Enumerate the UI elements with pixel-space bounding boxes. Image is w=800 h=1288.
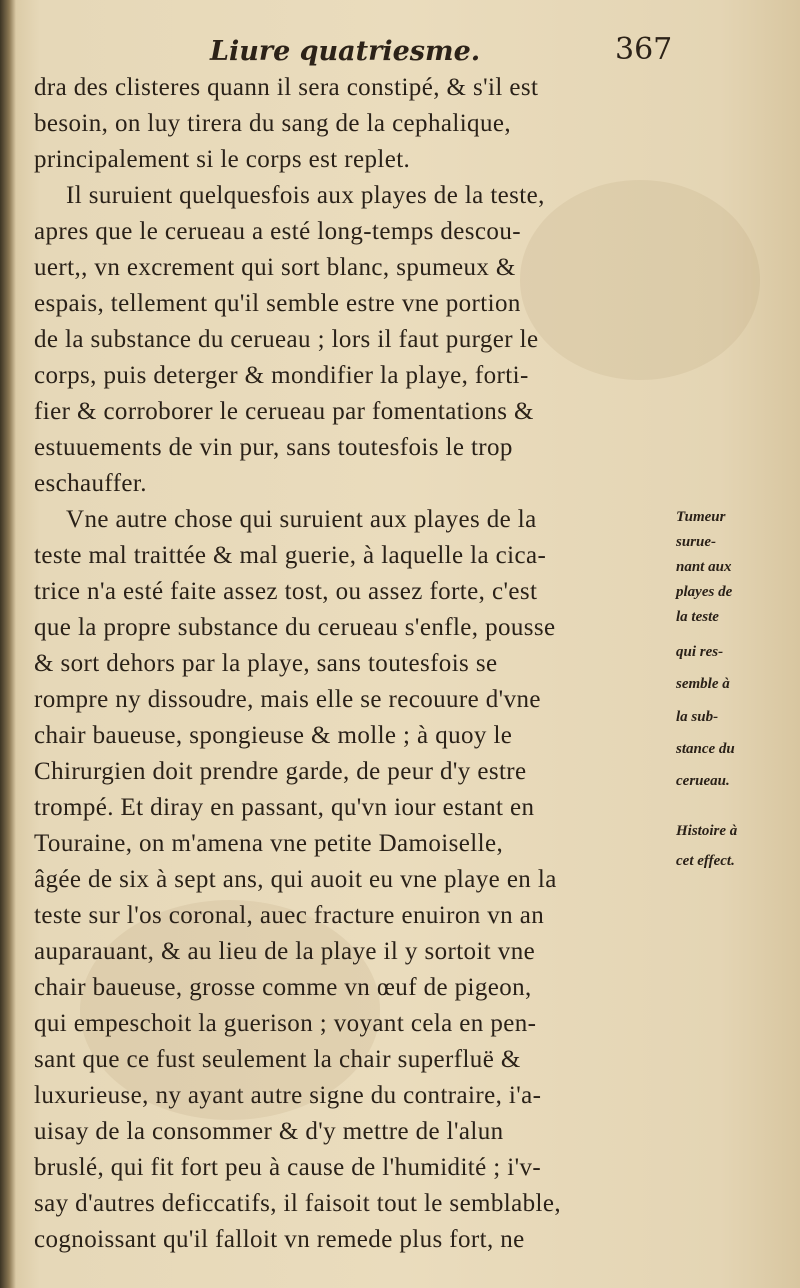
text-line: teste sur l'os coronal, auec fracture enuiron vn an: [34, 902, 545, 929]
margin-note-line: stance du: [676, 741, 735, 757]
text-line: estuuements de vin pur, sans toutesfois le trop: [34, 434, 513, 461]
text-line: cognoissant qu'il falloit vn remede plus fort, ne: [34, 1226, 525, 1253]
text-line: de la substance du cerueau ; lors il faut purger le: [34, 326, 539, 353]
text-line: espais, tellement qu'il semble estre vne portion: [34, 290, 521, 317]
text-line: chair baueuse, spongieuse & molle ; à quoy le: [34, 722, 513, 749]
text-line: apres que le cerueau a esté long-temps descou-: [34, 218, 521, 245]
text-line: uisay de la consommer & d'y mettre de l'alun: [34, 1118, 504, 1145]
margin-note-line: Tumeur: [676, 509, 726, 525]
text-line: & sort dehors par la playe, sans toutesfois se: [34, 650, 498, 677]
margin-note-line: semble à: [676, 676, 730, 692]
text-line: fier & corroborer le cerueau par fomentations &: [34, 398, 534, 425]
text-line: corps, puis deterger & mondifier la playe, forti-: [34, 362, 529, 389]
margin-note-line: cerueau.: [676, 773, 730, 789]
text-line: que la propre substance du cerueau s'enfle, pousse: [34, 614, 556, 641]
text-line: âgée de six à sept ans, qui auoit eu vne playe en la: [34, 866, 557, 893]
page-header: [0, 30, 800, 76]
text-line: Chirurgien doit prendre garde, de peur d'y estre: [34, 758, 527, 785]
binding-gutter: [0, 0, 16, 1288]
margin-note-line: surue-: [676, 534, 717, 550]
margin-note-line: la teste: [676, 609, 719, 625]
running-title: Liure quatriesme.: [210, 36, 481, 67]
text-line: Il suruient quelquesfois aux playes de la teste,: [66, 182, 545, 209]
text-line: trice n'a esté faite assez tost, ou assez forte, c'est: [34, 578, 538, 605]
margin-note-line: cet effect.: [676, 853, 735, 869]
text-line: Vne autre chose qui suruient aux playes de la: [66, 506, 537, 533]
text-line: rompre ny dissoudre, mais elle se recouure d'vne: [34, 686, 541, 713]
paper-stain: [520, 180, 760, 380]
margin-note-line: qui res-: [676, 644, 724, 660]
text-line: eschauffer.: [34, 470, 147, 497]
text-line: luxurieuse, ny ayant autre signe du contraire, i'a-: [34, 1082, 542, 1109]
text-line: chair baueuse, grosse comme vn œuf de pigeon,: [34, 974, 532, 1001]
margin-note-line: la sub-: [676, 709, 719, 725]
text-line: dra des clisteres quann il sera constipé, & s'il est: [34, 74, 539, 101]
page-number: 367: [615, 32, 673, 67]
text-line: principalement si le corps est replet.: [34, 146, 411, 173]
text-line: sant que ce fust seulement la chair superfluë &: [34, 1046, 521, 1073]
margin-note-line: playes de: [676, 584, 733, 600]
text-line: teste mal traittée & mal guerie, à laquelle la cica-: [34, 542, 547, 569]
text-line: Touraine, on m'amena vne petite Damoiselle,: [34, 830, 504, 857]
text-line: besoin, on luy tirera du sang de la cephalique,: [34, 110, 511, 137]
text-line: qui empeschoit la guerison ; voyant cela en pen-: [34, 1010, 537, 1037]
text-line: bruslé, qui fit fort peu à cause de l'humidité ; i'v-: [34, 1154, 542, 1181]
margin-note-line: Histoire à: [676, 823, 738, 839]
margin-note-line: nant aux: [676, 559, 732, 575]
text-line: auparauant, & au lieu de la playe il y sortoit vne: [34, 938, 536, 965]
text-line: say d'autres deficcatifs, il faisoit tout le semblable,: [34, 1190, 562, 1217]
text-line: uert,, vn excrement qui sort blanc, spumeux &: [34, 254, 516, 281]
text-line: trompé. Et diray en passant, qu'vn iour estant en: [34, 794, 535, 821]
